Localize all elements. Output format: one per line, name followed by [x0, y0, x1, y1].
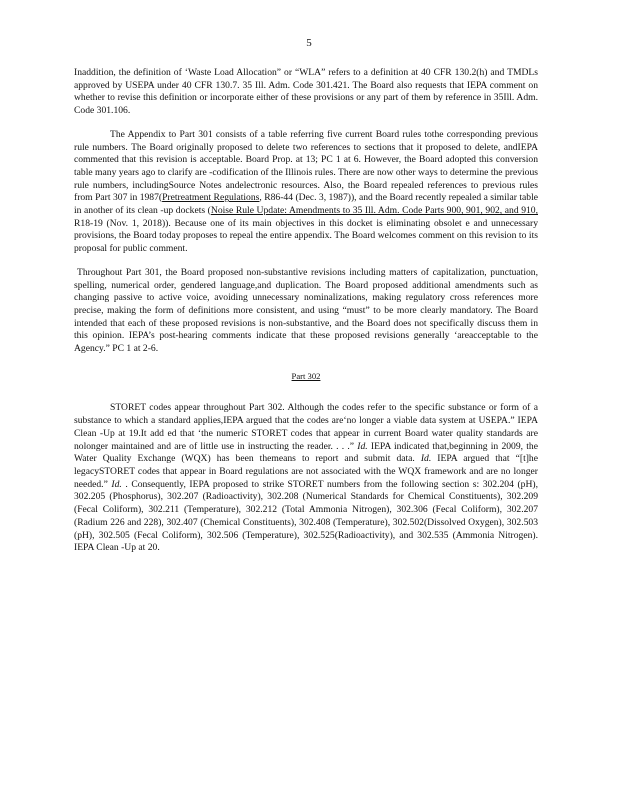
paragraph-text: , R86-44 (Dec. 3, 1987)), and the Board recently repealed a similar table in another of its clean -up dockets ( — [74, 192, 538, 217]
page-number: 5 — [306, 37, 312, 49]
citation-id: Id. — [357, 440, 368, 452]
paragraph-text: R18-19 (Nov. 1, 2018)). Because one of its main objectives in this docket is eliminating obsolet e and unnecessary provisions, the Board today proposes to repeal the entire appendix. The Board welcomes comment on this revision to its proposal for public comment. — [74, 217, 538, 255]
paragraph-text: IEPA indicated that,beginning in 2009, the Water Quality Exchange (WQX) has been themeans to report and submit data. — [74, 440, 538, 465]
paragraph-waste-load-allocation — [74, 67, 538, 118]
paragraph-non-substantive — [74, 267, 538, 356]
paragraph-text: Throughout Part 301, the Board proposed non-substantive revisions including matters of capitalization, punctuation, spelling, numerical order, gendered language,and duplication. The Board proposed additional amendments such as changing passive to active voice, avoiding unnecessary nominalizations, making regulatory cross references more precise, making the form of definitions more consistent, and using “must” to be more clearly mandatory. The Board intended that each of these proposed revisions is non-substantive, and the Board does not specifically discuss them in this opinion. IEPA’s post-hearing comments indicate that these proposed revisions generally ‘areacceptable to the Agency.” PC 1 at 2-6. — [74, 266, 538, 355]
paragraph-appendix — [74, 129, 538, 256]
section-heading-part-302 — [74, 370, 538, 383]
case-citation-pretreatment: Pretreatment Regulations — [162, 192, 260, 204]
paragraph-text: Inaddition, the definition of ‘Waste Load Allocation” or “WLA” refers to a definition at 40 CFR 130.2(h) and TMDLs approved by USEPA under 40 CFR 130.7. 35 Ill. Adm. Code 301.421. The Board also requests that IEPA comment on whether to revise this definition or incorporate either of these provisions or any part of them by reference in 35Ill. Adm. Code 301.106. — [74, 67, 538, 117]
paragraph-storet — [74, 402, 538, 554]
citation-id: Id. — [111, 478, 122, 490]
citation-id: Id. — [420, 453, 432, 465]
paragraph-text: IEPA argued that “[t]he legacySTORET codes that appear in Board regulations are not associated with the WQX framework and are no longer needed.” — [74, 453, 538, 490]
section-heading-text: Part 302 — [291, 370, 321, 381]
case-citation-noise-rule: Noise Rule Update: Amendments to 35 Ill. Adm. Code Parts 900, 901, 902, and 910, — [210, 205, 539, 217]
document-body — [74, 67, 538, 566]
paragraph-text: STORET codes appear throughout Part 302. Although the codes refer to the specific substance or form of a substance to which a standard applies,IEPA argued that the codes are‘no longer a viable data system at USEPA.” IEPA Clean -Up at 19.It add ed that ‘the numeric STORET codes that appear in current Board water quality standards are nolonger maintained and are of little use in instructing the reader. . . .” — [74, 402, 538, 452]
paragraph-text: . Consequently, IEPA proposed to strike STORET numbers from the following section s: 302.204 (pH), 302.205 (Phosphorus), 302.207 (Radioactivity), 302.208 (Numerical Standards for Chemical Constituents), 302.209 (Fecal Coliform), 302.211 (Temperature), 302.212 (Total Ammonia Nitrogen), 302.306 (Fecal Coliform), 302.207 (Radium 226 and 228), 302.407 (Chemical Constituents), 302.408 (Temperature), 302.502(Dissolved Oxygen), 302.503 (pH), 302.505 (Fecal Coliform), 302.506 (Temperature), 302.525(Radioactivity), and 302.535 (Ammonia Nitrogen). IEPA Clean -Up at 20. — [74, 478, 538, 554]
paragraph-text: The Appendix to Part 301 consists of a table referring five current Board rules tothe corresponding previous rule numbers. The Board originally proposed to delete two references to sections that it proposed to delete, andIEPA commented that this revision is acceptable. Board Prop. at 13; PC 1 at 6. However, the Board adopted this conversion table many years ago to clarify are -codification of the Illinois rules. There are now other ways to determine the previous rule numbers, includingSource Notes andelectronic resources. Also, the Board repealed references to previous rules from Part 307 in 1987( — [74, 128, 538, 204]
